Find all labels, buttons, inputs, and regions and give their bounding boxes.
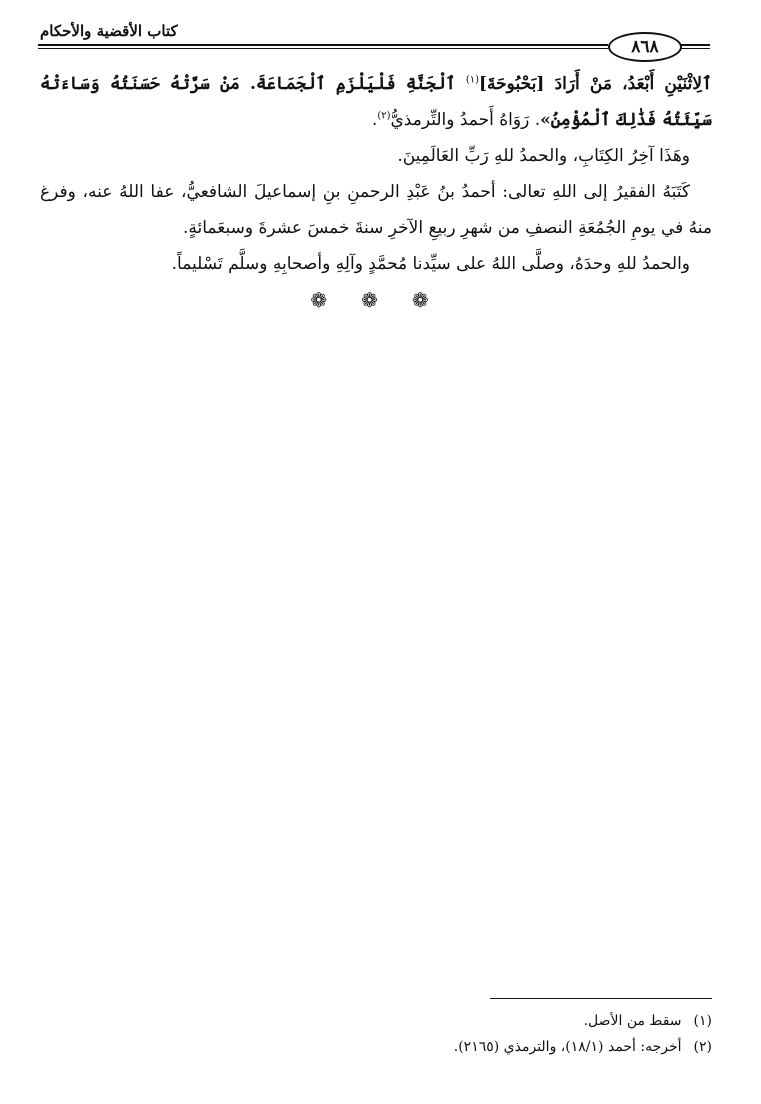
footnote-number: (١): [693, 1013, 712, 1029]
footnote-2: [40, 1034, 712, 1060]
footnote-number: (٢): [693, 1039, 712, 1055]
ornament-divider: [0, 288, 761, 312]
hadith-text-part-2: ٱلْجَنَّةِ فَلْيَلْزَمِ ٱلْجَمَاعَةَ. مَنْ سَرَّتْهُ حَسَنَتُهُ وَسَاءَتْهُ سَيِّئَتُهُ فَذَٰلِكَ ٱلْمُؤْمِنُ»: [40, 74, 712, 130]
footnote-ref-2[interactable]: (٢): [377, 110, 391, 122]
hadith-text-part-1: ٱلِاثْنَيْنِ أَبْعَدُ، مَنْ أَرَادَ [بَحْبُوحَةَ]: [479, 74, 712, 94]
footnote-text: سقط من الأصل.: [583, 1013, 682, 1029]
header-rule: [38, 44, 608, 46]
footnote-ref-1[interactable]: (١): [465, 74, 480, 86]
paragraph-closing-praise: والحمدُ للهِ وحدَهُ، وصلَّى اللهُ على سيِّدنا مُحمَّدٍ وآلِهِ وأصحابِهِ وسلَّم تَسْليماً.: [171, 254, 690, 274]
footnote-1: [40, 1008, 712, 1034]
running-title: كتاب الأقضية والأحكام: [40, 22, 178, 40]
paragraph-end-mark: .: [371, 110, 378, 130]
header-rule-tail: [680, 44, 710, 46]
paragraph-hadith-ending: [40, 66, 712, 138]
footnote-text: أخرجه: أحمد (١٨/١)، والترمذي (٢١٦٥).: [453, 1039, 682, 1055]
ornament-icon: ❁: [361, 288, 400, 312]
footnotes: [40, 1008, 712, 1060]
page-number: ٨٦٨: [608, 32, 682, 62]
ornament-icon: ❁: [310, 288, 350, 312]
paragraph-book-end: وهَذَا آخِرُ الكِتَابِ، والحمدُ للهِ رَبِّ العَالَمِينَ.: [397, 146, 690, 166]
paragraph-colophon: كَتَبَهُ الفقيرُ إلى اللهِ تعالى: أحمدُ بنُ عَبْدِ الرحمنِ بنِ إسماعيلَ الشافعيُّ، عفا اللهُ عنه، وفرغ منهُ في يومِ الجُمُعَةِ النصفِ من شهرِ ربيعِ الآخرِ سنةَ خمسَ عشرةَ وسبعَمائةٍ.: [40, 182, 712, 238]
main-text: [40, 66, 712, 282]
ornament-icon: ❁: [411, 288, 451, 312]
footnote-rule: [490, 998, 712, 999]
narration-note: . رَوَاهُ أَحمدُ والتِّرمذيُّ: [390, 110, 541, 130]
